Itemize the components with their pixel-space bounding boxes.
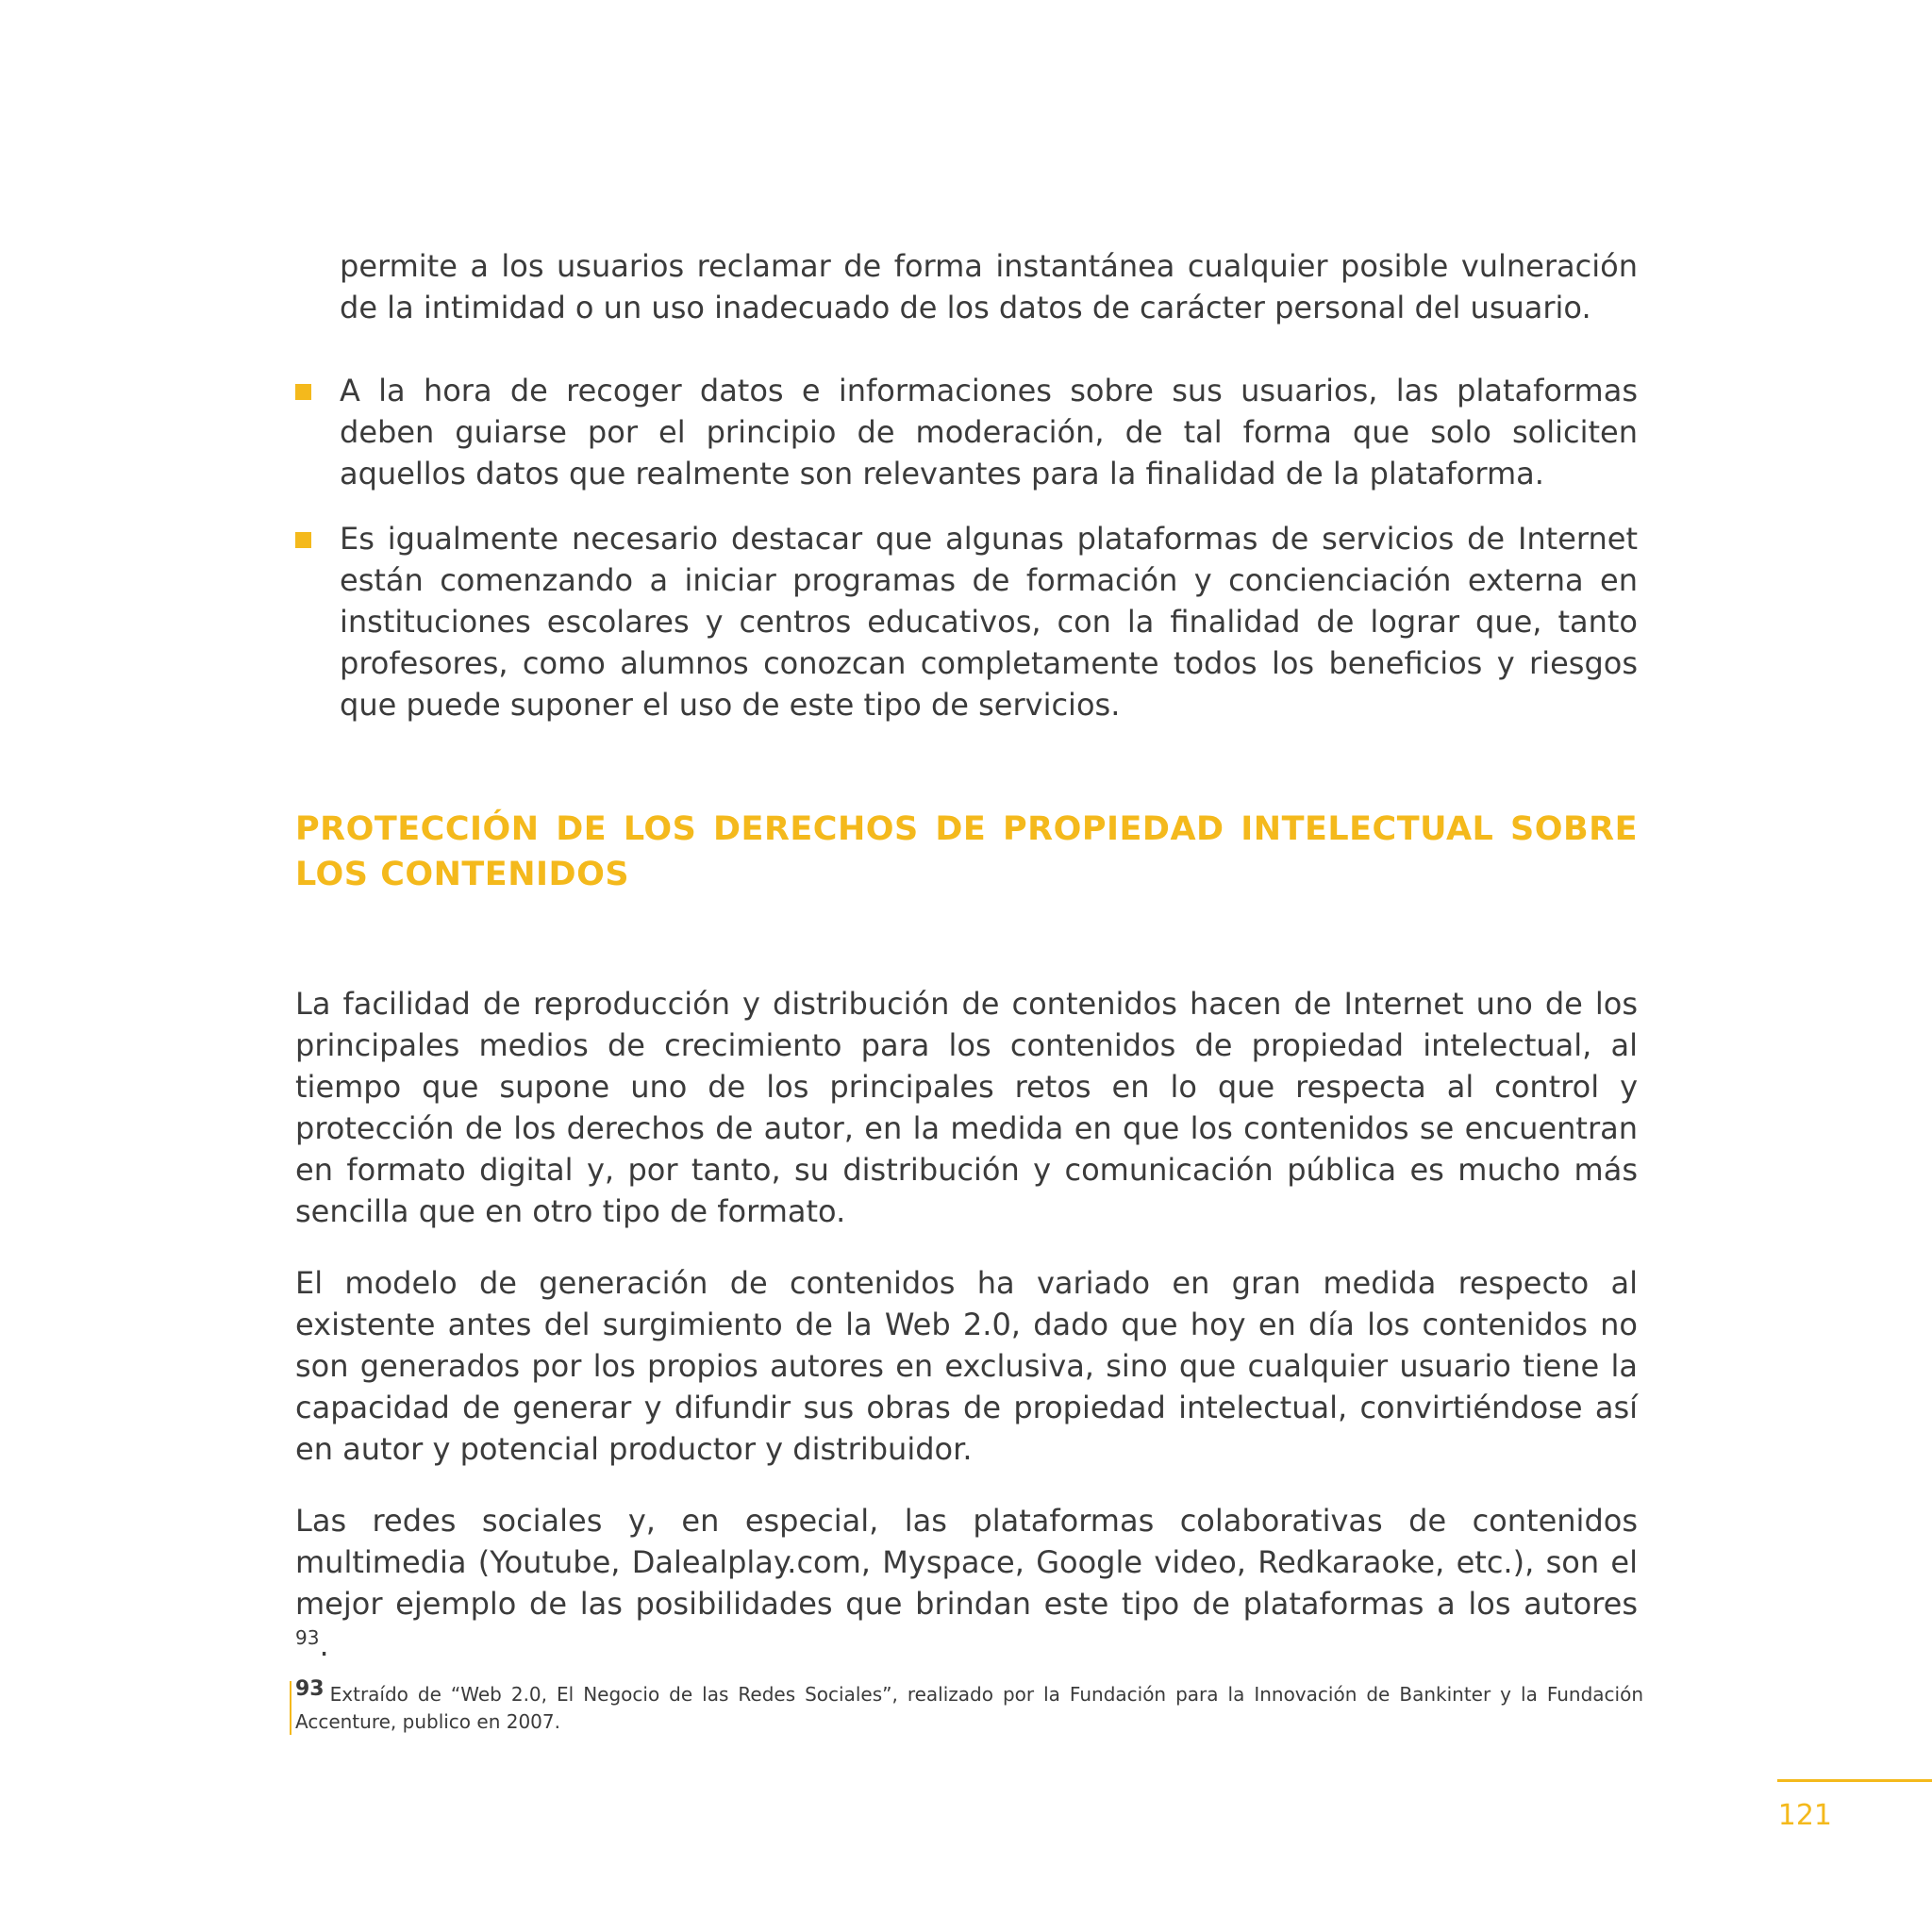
footnote-reference[interactable]: 93 [295, 1626, 320, 1649]
bullet-text: Es igualmente necesario destacar que algunas plataformas de servicios de Internet están comenzando a iniciar programas de formación y concienciación externa en instituciones escolares y centros educativos, con la finalidad de lograr que, tanto profesores, como alumnos conozcan completamente todos los beneficios y riesgos que puede suponer el uso de este tipo de servicios. [340, 521, 1638, 723]
body-paragraph [295, 1500, 1638, 1666]
page-number-rule [1777, 1779, 1932, 1782]
continuation-paragraph: permite a los usuarios reclamar de forma instantánea cualquier posible vulneración de la intimidad o un uso inadecuado de los datos de carácter personal del usuario. [340, 248, 1638, 325]
body-paragraph: El modelo de generación de contenidos ha variado en gran medida respecto al existente antes del surgimiento de la Web 2.0, dado que hoy en día los contenidos no son generados por los propios autores en exclusiva, sino que cualquier usuario tiene la capacidad de generar y difundir sus obras de propiedad intelectual, convirtiéndose así en autor y potencial productor y distribuidor. [295, 1265, 1638, 1467]
square-bullet-icon [295, 384, 311, 400]
footnote-number: 93 [295, 1677, 325, 1701]
paragraph-end: . [319, 1627, 329, 1663]
page-number: 121 [1777, 1799, 1832, 1832]
body-paragraph-text: Las redes sociales y, en especial, las plataformas colaborativas de contenidos multimedia (Youtube, Dalealplay.com, Myspace, Google video, Redkaraoke, etc.), son el mejor ejemplo de las posibilidades que brindan este tipo de plataformas a los autores [295, 1503, 1638, 1622]
square-bullet-icon [295, 532, 311, 548]
footnote [290, 1677, 1643, 1735]
body-paragraph: La facilidad de reproducción y distribución de contenidos hacen de Internet uno de los principales medios de crecimiento para los contenidos de propiedad intelectual, al tiempo que supone uno de los principales retos en lo que respecta al control y protección de los derechos de autor, en la medida en que los contenidos se encuentran en formato digital y, por tanto, su distribución y comunicación pública es mucho más sencilla que en otro tipo de formato. [295, 986, 1638, 1229]
bullet-item-training [295, 518, 1638, 725]
footnote-text: Extraído de “Web 2.0, El Negocio de las Redes Sociales”, realizado por la Fundación para la Innovación de Bankinter y la Fundación Accenture, publico en 2007. [295, 1683, 1643, 1733]
bullet-item-moderation [295, 370, 1638, 494]
section-heading: PROTECCIÓN DE LOS DERECHOS DE PROPIEDAD INTELECTUAL SOBRE LOS CONTENIDOS [295, 810, 1638, 893]
bullet-text: A la hora de recoger datos e informaciones sobre sus usuarios, las plataformas deben guiarse por el principio de moderación, de tal forma que solo soliciten aquellos datos que realmente son relevantes para la finalidad de la plataforma. [340, 373, 1638, 491]
